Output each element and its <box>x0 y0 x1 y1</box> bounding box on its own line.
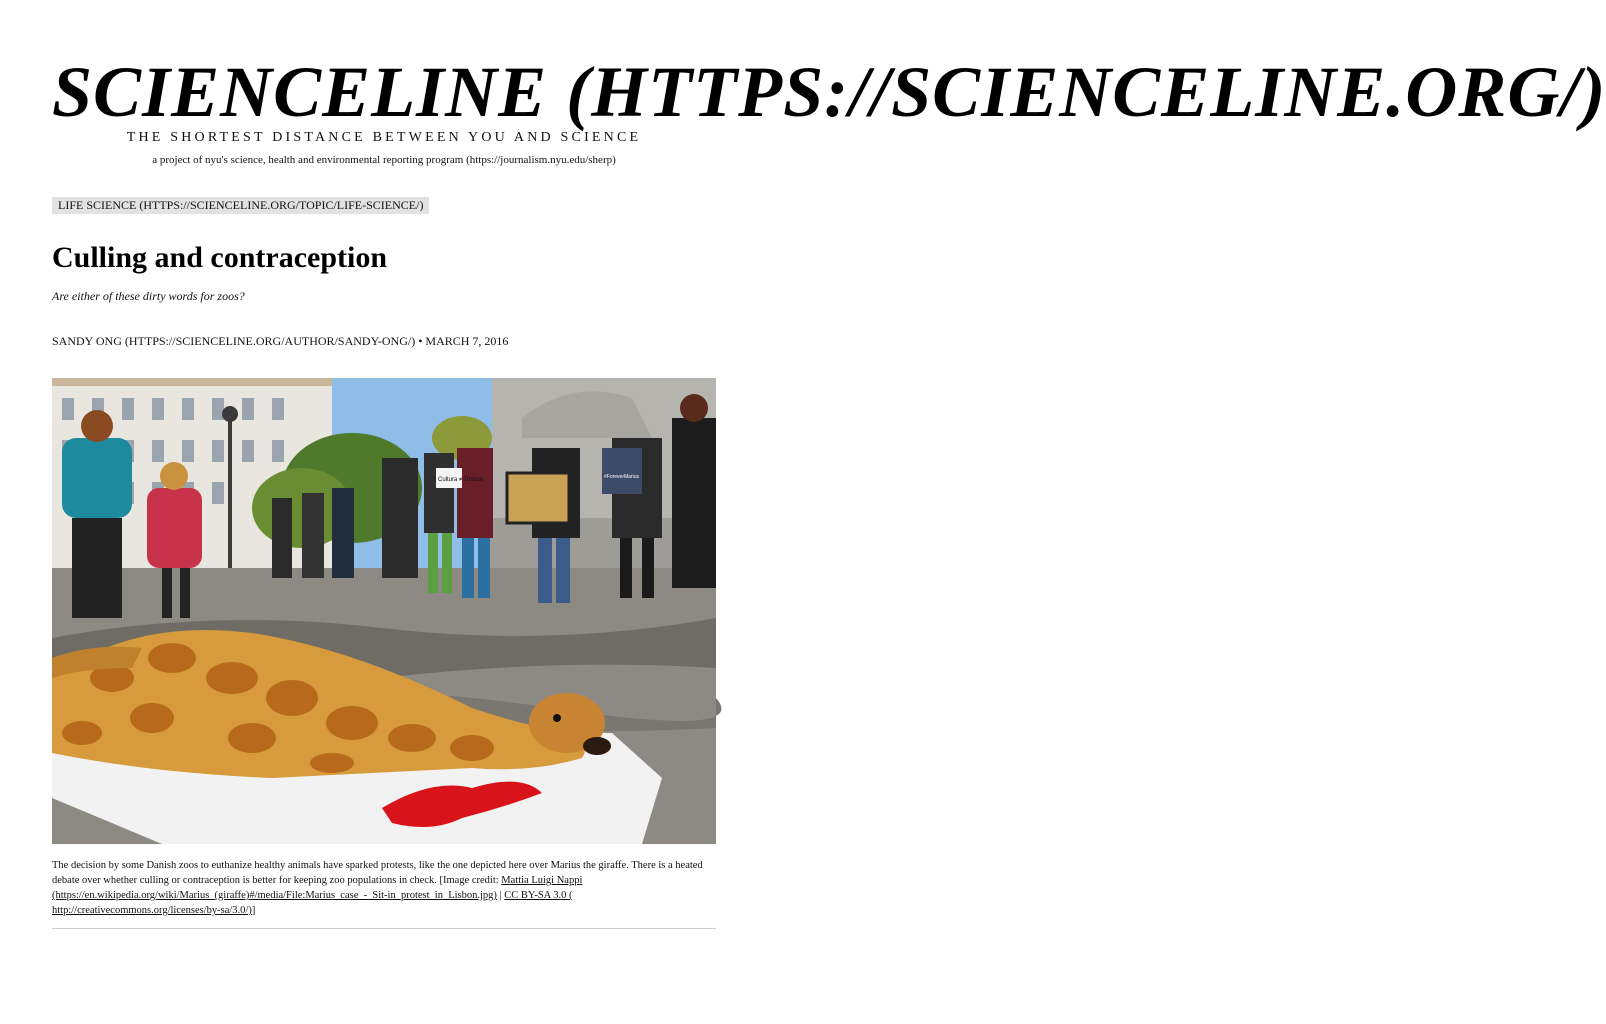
protest-sign <box>602 448 642 494</box>
caption-separator: | <box>496 890 505 901</box>
license-link[interactable]: CC BY-SA 3.0 ( <box>504 890 573 901</box>
category-link[interactable]: LIFE SCIENCE (HTTPS://SCIENCELINE.ORG/TOPIC/LIFE-SCIENCE/) <box>52 197 429 214</box>
article-subtitle: Are either of these dirty words for zoos? <box>52 289 245 303</box>
caption-text: The decision by some Danish zoos to euthanize healthy animals have sparked protests, like the one depicted here over Marius the giraffe. There is a heated debate over whether culling or contraception is better for keeping zoo populations in check. [Image credit: <box>52 860 703 886</box>
divider <box>52 928 716 929</box>
protest-sign-text: #ForeverMarius <box>604 474 640 480</box>
project-line: a project of nyu's science, health and environmental reporting program (https://journalism.nyu.edu/sherp) <box>152 154 616 166</box>
credit-name-link[interactable]: Mattia Luigi Nappi <box>501 875 583 886</box>
photo-caption <box>52 858 716 918</box>
lamp-post <box>228 408 232 568</box>
site-masthead[interactable] <box>52 52 1606 132</box>
site-tagline: THE SHORTEST DISTANCE BETWEEN YOU AND SCIENCE <box>126 130 642 145</box>
article-title: Culling and contraception <box>52 241 388 274</box>
protest-photo-illustration <box>52 378 716 844</box>
protest-sign-text: Cultura ≠ Tortura <box>438 477 483 483</box>
framed-photo <box>507 473 569 523</box>
caption-end: ] <box>251 905 256 916</box>
article-photo <box>52 378 716 844</box>
site-title-link[interactable]: SCIENCELINE (HTTPS://SCIENCELINE.ORG/) <box>52 52 1606 132</box>
credit-url-link[interactable]: (https://en.wikipedia.org/wiki/Marius_(giraffe)#/media/File:Marius_case_-_Sit-in_protest_in_Lisbon.jpg) <box>52 890 497 901</box>
article-byline[interactable]: SANDY ONG (HTTPS://SCIENCELINE.ORG/AUTHOR/SANDY-ONG/) • MARCH 7, 2016 <box>52 334 509 348</box>
license-url-link[interactable]: http://creativecommons.org/licenses/by-sa/3.0/) <box>52 905 252 916</box>
